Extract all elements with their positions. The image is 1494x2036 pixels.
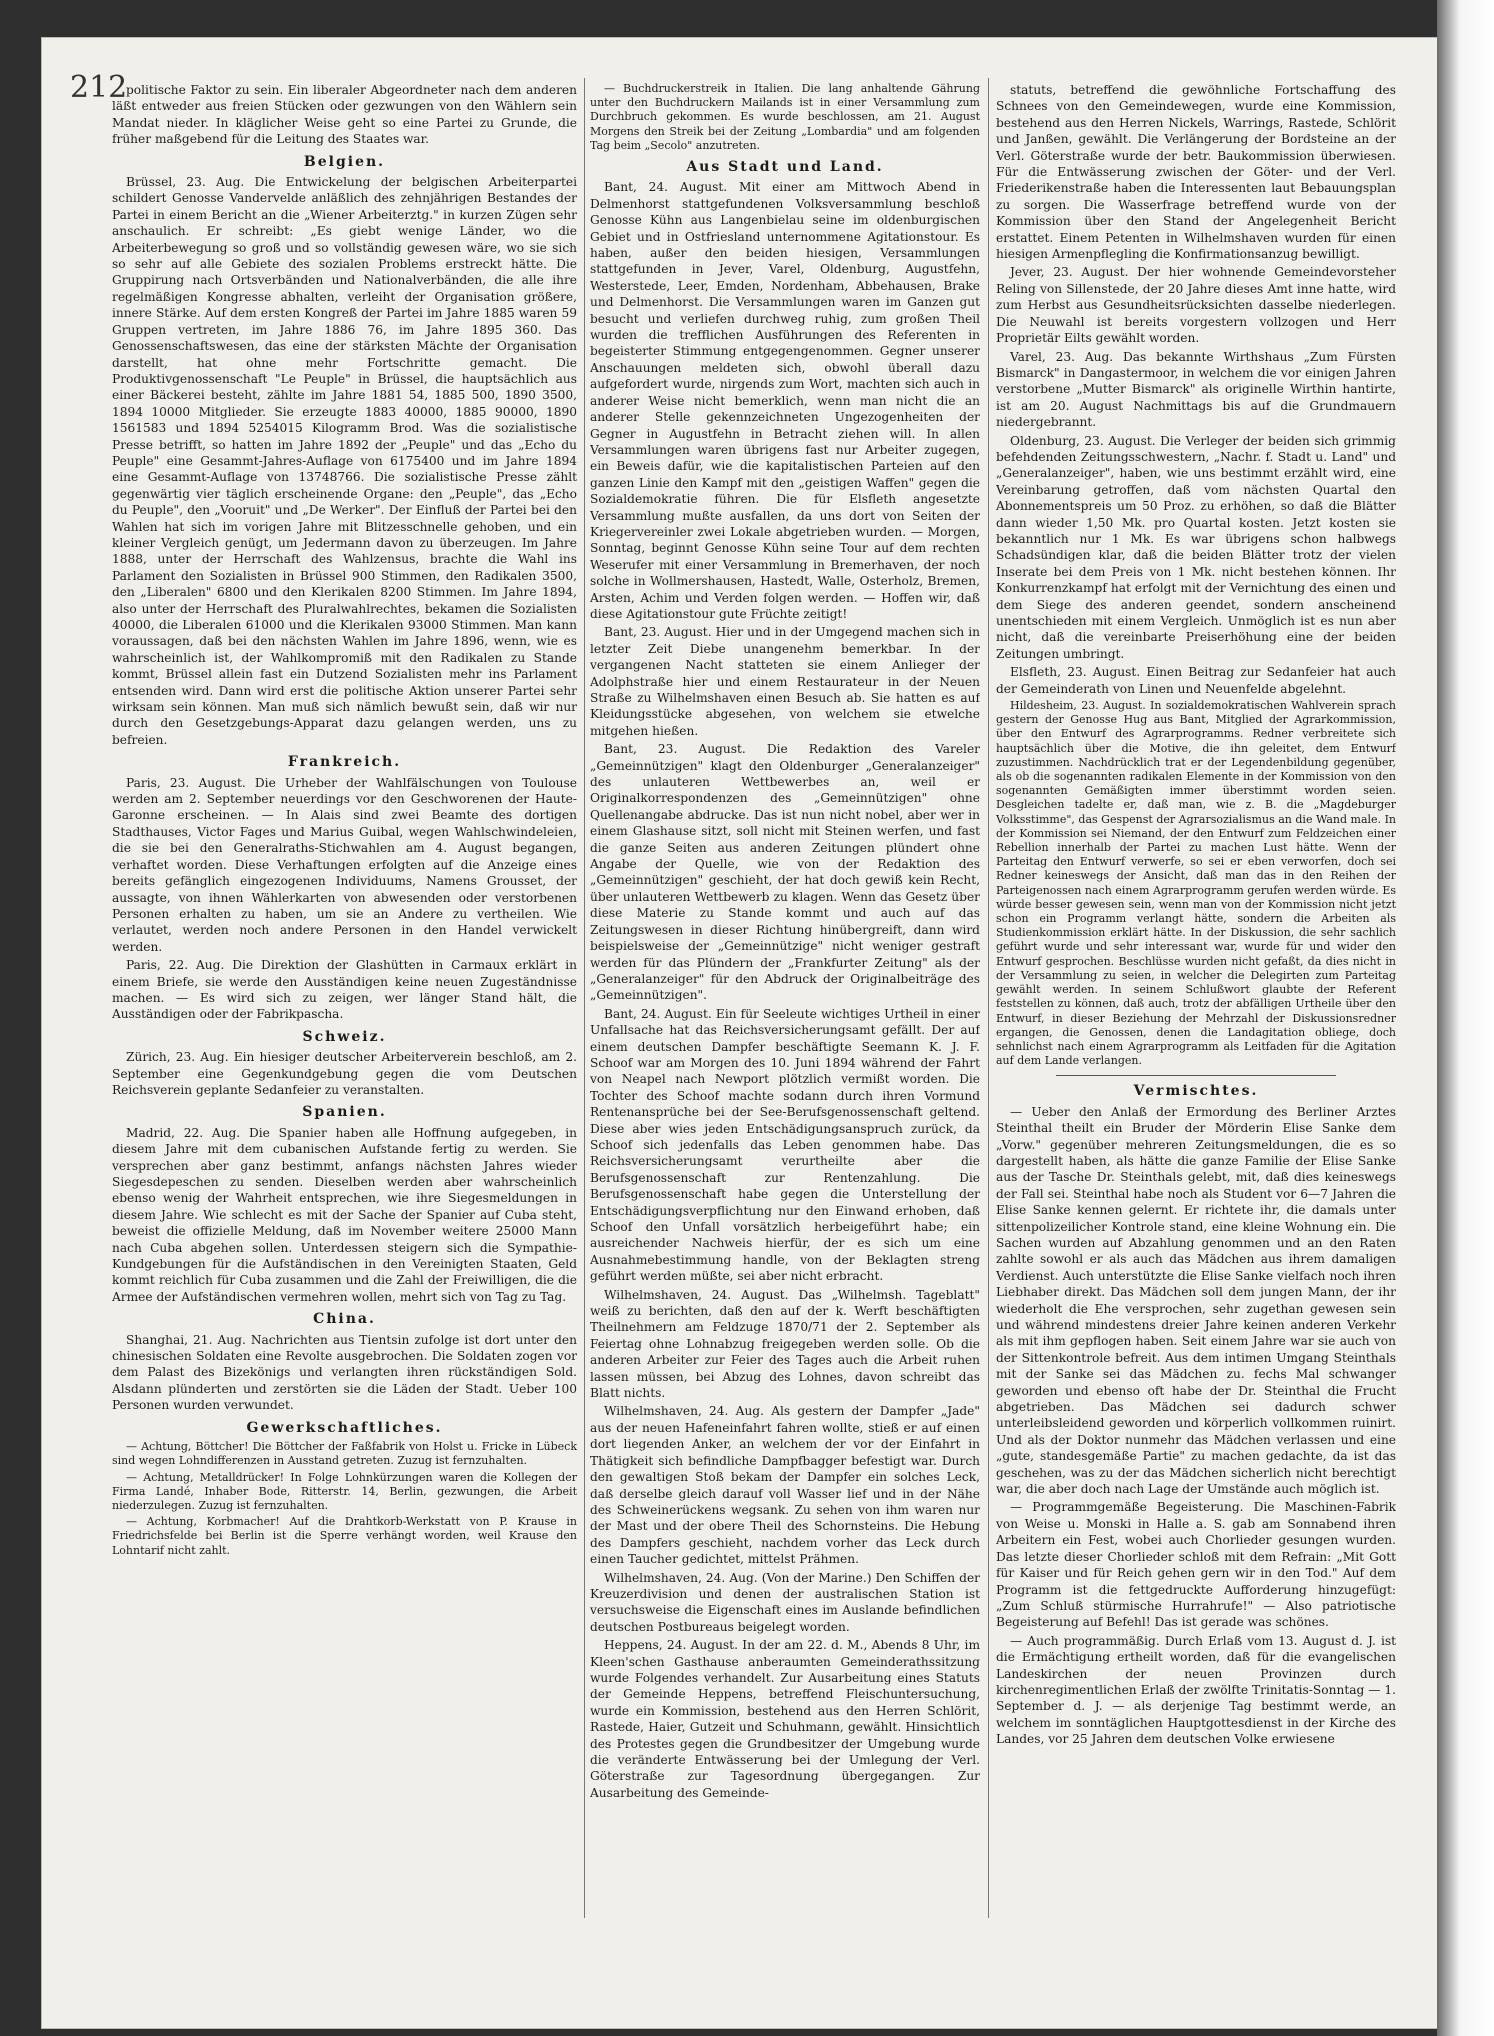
- article-paragraph: Heppens, 24. August. In der am 22. d. M., Abends 8 Uhr, im Kleen'schen Gasthause anberaumten Gemeinderathssitzung wurde Folgendes verhandelt. Zur Ausarbeitung eines Statuts der Gemeinde Heppens, betreffend Fleischuntersuchung, wurde ein Kommission, bestehend aus den Herren Schlörit, Rastede, Haier, Gutzeit und Schuhmann, gewählt. Hinsichtlich des Protestes gegen die Grundbesitzer der Umgebung wurde die veränderte Entwässerung bei der Umlegung der Verl. Göterstraße zur Tagesordnung übergegangen. Zur Ausarbeitung des Gemeinde-: [590, 1638, 980, 1800]
- column-rule: [584, 78, 585, 1918]
- column-2: [590, 82, 980, 1912]
- article-paragraph: Wilhelmshaven, 24. Aug. (Von der Marine.) Den Schiffen der Kreuzerdivision und denen der australischen Station ist versuchsweise die Eigenschaft eines im Auslande befindlichen deutschen Postbureaus beigelegt worden.: [590, 1570, 980, 1634]
- section-heading: Gewerkschaftliches.: [246, 1419, 443, 1436]
- article-paragraph: statuts, betreffend die gewöhnliche Fortschaffung des Schnees von den Gemeindewegen, wurde eine Kommission, bestehend aus den Herren Nickels, Warrings, Rastede, Schlörit und Janßen, gewählt. Die Verlängerung der Bordsteine an der Verl. Göterstraße wurde der betr. Baukommission überwiesen. Für die Entwässerung zwischen der Göter- und der Verl. Friederikenstraße haben die Interessenten laut Bebauungsplan zu sorgen. Die Wasserfrage betreffend wurde von der Kommission über den Stand der Angelegenheit Bericht erstattet. Einem Petenten in Wilhelmshaven wurden für einen hiesigen Armenpflegling die Konfirmationsanzug bewilligt.: [996, 83, 1396, 262]
- section-heading: Belgien.: [303, 153, 386, 170]
- section-heading: Frankreich.: [287, 754, 402, 771]
- page-edge: [1437, 0, 1494, 2036]
- small-print-item: — Achtung, Böttcher! Die Böttcher der Faßfabrik von Holst u. Fricke in Lübeck sind wegen Lohndifferenzen in Ausstand getreten. Zuzug ist fernzuhalten.: [112, 1440, 577, 1468]
- article-paragraph: Paris, 22. Aug. Die Direktion der Glashütten in Carmaux erklärt in einem Briefe, sie werde den Ausständigen keine neuen Zugeständnisse machen. — Es wird sich zu zeigen, wer länger Stand hält, die Ausständigen oder der Fabrikpascha.: [112, 958, 577, 1022]
- section-heading: China.: [313, 1311, 376, 1328]
- article-paragraph: politische Faktor zu sein. Ein liberaler Abgeordneter nach dem anderen läßt entweder aus freien Stücken oder gezwungen von den Wählern sein Mandat nieder. In kläglicher Weise geht so eine Partei zu Grunde, die früher maßgebend für die Leitung des Staates war.: [112, 83, 577, 147]
- article-paragraph: — Auch programmäßig. Durch Erlaß vom 13. August d. J. ist die Ermächtigung ertheilt worden, daß für die evangelischen Landeskirchen der neuen Provinzen durch kirchenregimentlichen Erlaß der zwölfte Trinitatis-Sonntag — 1. September d. J. — als derjenige Tag bestimmt werde, an welchem im sonntäglichen Hauptgottesdienst in der Kirche des Landes, vor 25 Jahren dem deutschen Volke erwiesene: [996, 1633, 1396, 1747]
- article-paragraph: Paris, 23. August. Die Urheber der Wahlfälschungen von Toulouse werden am 2. September neuerdings vor den Geschworenen der Haute-Garonne erscheinen. — In Alais sind zwei Beamte des dortigen Stadthauses, Victor Fages und Marius Guibal, wegen Wahlschwindeleien, die sie bei den Generalraths-Stichwahlen am 4. August begangen, verhaftet worden. Diese Verhaftungen erfolgten auf die Anzeige eines bereits gefänglich eingezogenen Individuums, Namens Grousset, der aussagte, von ihnen Wählerkarten von abwesenden oder verstorbenen Personen erhalten zu haben, um sie an Andere zu vertheilen. Wie verlautet, werden noch andere Personen in den Handel verwickelt werden.: [112, 775, 577, 954]
- page-number: 212: [70, 70, 128, 105]
- article-paragraph: Bant, 24. August. Mit einer am Mittwoch Abend in Delmenhorst stattgefundenen Volksversammlung beschloß Genosse Kühn aus Langenbielau seine im oldenburgischen Gebiet und in Ostfriesland unternommene Agitationstour. Es haben, außer den beiden hiesigen, Versammlungen stattgefunden in Jever, Varel, Oldenburg, Augustfehn, Westerstede, Leer, Emden, Nordenham, Abbehausen, Brake und Delmenhorst. Die Versammlungen waren im Ganzen gut besucht und verliefen durchweg ruhig, zum großen Theil wurden die trefflichen Ausführungen des Referenten in begeisterter Stimmung entgegengenommen. Gegner unserer Anschauungen meldeten sich, obwohl überall dazu aufgefordert wurde, nirgends zum Wort, machten sich auch in anderer Weise nicht bemerklich, wenn man nicht die an anderer Stelle gekennzeichneten Ungezogenheiten der Gegner in Augustfehn in Betracht ziehen will. In allen Versammlungen waren übrigens fast nur Arbeiter zugegen, ein Beweis dafür, wie die kapitalistischen Parteien auf den ganzen Linie den Kampf mit den „geistigen Waffen" gegen die Sozialdemokratie führen. Die für Elsfleth angesetzte Versammlung mußte ausfallen, da uns dort von Seiten der Kriegervereinler zwei Lokale abgetrieben wurden. — Morgen, Sonntag, beginnt Genosse Kühn seine Tour auf dem rechten Weserufer mit einer Versammlung in Bremerhaven, der noch solche in Wollmershausen, Hastedt, Walle, Osterholz, Bremen, Arsten, Achim und Verden folgen werden. — Hoffen wir, daß diese Agitationstour gute Früchte zeitigt!: [590, 180, 980, 621]
- small-print-item: Hildesheim, 23. August. In sozialdemokratischen Wahlverein sprach gestern der Genosse Hug aus Bant, Mitglied der Agrarkommission, über den Entwurf des Agrarprogramms. Redner verbreitete sich hauptsächlich über die Motive, die ihn geleitet, dem Entwurf zuzustimmen. Nachdrücklich trat er der Legendenbildung gegenüber, als ob die sogenannten radikalen Elemente in der Kommission von den sogenannten Gemäßigten immer überstimmt worden seien. Desgleichen tadelte er, daß man, wie z. B. die „Magdeburger Volksstimme", das Gespenst der Agrarsozialismus an die Wand male. In der Kommission sei Niemand, der den Entwurf zum Feldzeichen einer Rebellion innerhalb der Partei zu machen Lust hätte. Wenn der Parteitag den Entwurf verwerfe, so sei er eben verworfen, doch sei Redner keineswegs der Ansicht, daß man das in den Reihen der Parteigenossen nach einem Agrarprogramm gerufen werden würde. Es würde besser gewesen sein, wenn man von der Kommission nicht jetzt schon ein Programm verlangt hätte, sondern die Arbeiten als Studienkommission erklärt hätte. In der Diskussion, die sehr sachlich geführt wurde und sehr interessant war, wurde für und wider den Entwurf gesprochen. Beschlüsse wurden nicht gefaßt, da dies nicht in der Versammlung zu seien, in welcher die Delegirten zum Parteitag gewählt werden. In seinem Schlußwort glaubte der Referent feststellen zu können, daß auch, trotz der abfälligen Urtheile über den Entwurf, in dieser Beziehung der Mehrzahl der Diskussionsredner ergangen, die Genossen, denen die Landagitation obliege, doch sehnlichst nach einem Agrarprogramm als Leitfaden für die Agitation auf dem Lande verlangen.: [996, 699, 1396, 1068]
- article-paragraph: Shanghai, 21. Aug. Nachrichten aus Tientsin zufolge ist dort unter den chinesischen Soldaten eine Revolte ausgebrochen. Die Soldaten zogen vor dem Palast des Bizekönigs und verlangten ihren rückständigen Sold. Alsdann plünderten und zerstörten sie die Läden der Stadt. Ueber 100 Personen wurden verwundet.: [112, 1332, 577, 1413]
- small-print-item: — Achtung, Metalldrücker! In Folge Lohnkürzungen waren die Kollegen der Firma Landé, Inhaber Bode, Ritterstr. 14, Berlin, gezwungen, die Arbeit niederzulegen. Zuzug ist fernzuhalten.: [112, 1470, 577, 1512]
- article-paragraph: Wilhelmshaven, 24. August. Das „Wilhelmsh. Tageblatt" weiß zu berichten, daß den auf der k. Werft beschäftigten Theilnehmern am Feldzuge 1870/71 der 2. September als Feiertag ohne Lohnabzug freigegeben werden solle. Ob die anderen Arbeiter zur Feier des Tages auch die Arbeit ruhen lassen müssen, bei Abzug des Lohnes, davon schreibt das Blatt nichts.: [590, 1287, 980, 1401]
- small-print-item: — Buchdruckerstreik in Italien. Die lang anhaltende Gährung unter den Buchdruckern Mailands ist in einer Versammlung zum Durchbruch gekommen. Es wurde beschlossen, am 21. August Morgens den Streik bei der Zeitung „Lombardia" und am folgenden Tag beim „Secolo" anzutreten.: [590, 82, 980, 152]
- small-print-item: — Achtung, Korbmacher! Auf die Drahtkorb-Werkstatt von P. Krause in Friedrichsfelde bei Berlin ist die Sperre verhängt worden, weil Krause den Lohntarif nicht zahlt.: [112, 1515, 577, 1557]
- article-paragraph: Bant, 23. August. Die Redaktion des Vareler „Gemeinnützigen" klagt den Oldenburger „Generalanzeiger" des unlauteren Wettbewerbes an, weil er Originalkorrespondenzen des „Gemeinnützigen" ohne Quellenangabe abdrucke. Das ist nun nicht nobel, aber wer in einem Glashause sitzt, soll nicht mit Steinen werfen, und fast die ganze Seiten aus anderen Zeitungen plündert ohne Angabe der Quelle, wie von der Redaktion des „Gemeinnützigen" geschieht, der hat doch gewiß kein Recht, über unlauteren Wettbewerb zu klagen. Wenn das Gesetz über diese Materie zu Stande kommt und auch auf das Zeitungswesen in dieser Richtung hinübergreift, dann wird beispielsweise der „Gemeinnützige" nicht weniger gestraft werden für das Plündern der „Frankfurter Zeitung" als der „Generalanzeiger" für den Abdruck der Originalbeiträge des „Gemeinnützigen".: [590, 742, 980, 1003]
- column-3: [996, 82, 1396, 1912]
- article-paragraph: Varel, 23. Aug. Das bekannte Wirthshaus „Zum Fürsten Bismarck" in Dangastermoor, in welchem die vor einigen Jahren verstorbene „Mutter Bismarck" als originelle Wirthin hantirte, ist am 20. August Nachmittags bis auf die Grundmauern niedergebrannt.: [996, 349, 1396, 430]
- article-paragraph: Bant, 23. August. Hier und in der Umgegend machen sich in letzter Zeit Diebe unangenehm bemerkbar. In der vergangenen Nacht statteten sie einem Anlieger der Adolphstraße hier und einem Restaurateur in der Neuen Straße zu Wilhelmshaven einen Besuch ab. Sie hatten es auf Kleidungsstücke abgesehen, von welchem sie etwelche mitgehen hießen.: [590, 625, 980, 738]
- article-paragraph: Madrid, 22. Aug. Die Spanier haben alle Hoffnung aufgegeben, in diesem Jahre mit dem cubanischen Aufstande fertig zu werden. Sie versprechen aber ganz bestimmt, anfangs nächsten Jahres wieder Siegesdepeschen zu senden. Dieselben werden aber wahrscheinlich ebenso wenig der Wahrheit entsprechen, wie ihre Siegesmeldungen in diesem Jahre. Wie schlecht es mit der Sache der Spanier auf Cuba steht, beweist die offizielle Meldung, daß im November weitere 25000 Mann nach Cuba abgehen sollen. Unterdessen steigern sich die Sympathie-Kundgebungen für die Aufständischen in den Vereinigten Staaten, Geld kommt reichlich für Cuba zusammen und die Zahl der Freiwilligen, die die Armee der Aufständischen vermehren wollen, mehrt sich von Tag zu Tag.: [112, 1125, 577, 1304]
- article-paragraph: — Programmgemäße Begeisterung. Die Maschinen-Fabrik von Weise u. Monski in Halle a. S. gab am Sonnabend ihren Arbeitern ein Fest, wobei auch Chorlieder gesungen wurden. Das letzte dieser Chorlieder schloß mit dem Refrain: „Mit Gott für Kaiser und für Reich gehen gern wir in den Tod." Auf dem Programm ist die fettgedruckte Aufforderung hinzugefügt: „Zum Schluß stürmische Hurrahrufe!" — Also patriotische Begeisterung auf Befehl! Das ist gerade was schönes.: [996, 1500, 1396, 1630]
- column-rule: [988, 78, 989, 1918]
- section-heading: Schweiz.: [302, 1028, 387, 1045]
- article-paragraph: Brüssel, 23. Aug. Die Entwickelung der belgischen Arbeiterpartei schildert Genosse Vandervelde anläßlich des zehnjährigen Bestandes der Partei in einem Bericht an die „Wiener Arbeiterztg." in kurzen Zügen sehr anschaulich. Er schreibt: „Es giebt wenige Länder, wo die Arbeiterbewegung so groß und so vollständig gewesen wäre, wo sie sich so sehr auf alle Gebiete des sozialen Problems erstreckt hätte. Die Gruppirung nach Ortsverbänden und Nationalverbänden, die alle ihre regelmäßigen Kongresse abhalten, verleiht der Organisation größere, innere Stärke. Auf dem ersten Kongreß der Partei im Jahre 1885 waren 59 Gruppen vertreten, im Jahre 1886 76, im Jahre 1895 360. Das Genossenschaftswesen, das eine der stärksten Mächte der Organisation darstellt, hat ohne mehr Fortschritte gemacht. Die Produktivgenossenschaft "Le Peuple" in Brüssel, die hauptsächlich aus einer Bäckerei besteht, zählte im Jahre 1881 54, 1885 500, 1890 3500, 1894 10000 Mitglieder. Sie erzeugte 1883 40000, 1885 90000, 1890 1561583 und 1894 5254015 Kilogramm Brod. Was die sozialistische Presse betrifft, so hatten im Jahre 1892 der „Peuple" und das „Echo du Peuple" eine Gesammt-Jahres-Auflage von 6175400 und im Jahre 1894 eine Gesammt-Auflage von 13748766. Die sozialistische Presse zählt gegenwärtig vier täglich erscheinende Organe: den „Peuple", das „Echo du Peuple", den „Vooruit" und „De Werker". Der Einfluß der Partei bei den Wahlen hat sich im vorigen Jahre mit Blitzesschnelle gehoben, und ein kleiner Vergleich genügt, um Jedermann davon zu überzeugen. Im Jahre 1888, unter der Herrschaft des Wahlzensus, brachte die Wahl ins Parlament den Sozialisten in Brüssel 900 Stimmen, den Radikalen 3500, den „Liberalen" 6800 und den Klerikalen 8200 Stimmen. Im Jahre 1894, also unter der Herrschaft des Pluralwahlrechtes, bekamen die Sozialisten 40000, die Liberalen 61000 und die Klerikalen 93000 Stimmen. Man kann voraussagen, daß bei den nächsten Wahlen im Jahre 1896, wenn, wie es wahrscheinlich ist, der Wahlkompromiß mit den Radikalen zu Stande kommt, Brüssel allein fast ein Dutzend Sozialisten mehr ins Parlament entsenden wird. Dann wird erst die politische Aktion unserer Partei sehr wirksam sein können. Man muß sich nämlich bewußt sein, daß wir nur durch den Gesetzgebungs-Apparat dazu gelangen werden, uns zu befreien.: [112, 175, 577, 747]
- article-paragraph: Zürich, 23. Aug. Ein hiesiger deutscher Arbeiterverein beschloß, am 2. September eine Gegenkundgebung gegen die vom Deutschen Reichsverein geplante Sedanfeier zu veranstalten.: [112, 1050, 577, 1097]
- article-paragraph: Jever, 23. August. Der hier wohnende Gemeindevorsteher Reling von Sillenstede, der 20 Jahre dieses Amt inne hatte, wird zum Herbst aus Gesundheitsrücksichten dasselbe niederlegen. Die Neuwahl ist bereits vorgestern vollzogen und Herr Proprietär Eilts gewählt worden.: [996, 265, 1396, 346]
- column-1: [112, 82, 577, 1912]
- section-heading: Spanien.: [302, 1104, 387, 1121]
- section-heading: Vermischtes.: [1133, 1083, 1259, 1100]
- article-paragraph: Elsfleth, 23. August. Einen Beitrag zur Sedanfeier hat auch der Gemeinderath von Linen und Neuenfelde abgelehnt.: [996, 665, 1396, 696]
- section-divider: [1056, 1075, 1336, 1076]
- section-heading: Aus Stadt und Land.: [686, 159, 884, 176]
- article-paragraph: Bant, 24. August. Ein für Seeleute wichtiges Urtheil in einer Unfallsache hat das Reichsversicherungsamt gefällt. Der auf einem deutschen Dampfer beschäftigte Seemann K. J. F. Schoof war am Morgen des 10. Juni 1894 während der Fahrt von Neapel nach Newport plötzlich vermißt worden. Die Tochter des Schoof machte sodann durch ihren Vormund Rentenansprüche bei der See-Berufsgenossenschaft geltend. Diese aber wies jeden Entschädigungsanspruch zurück, da Schoof sich jedenfalls das Leben genommen habe. Das Reichsversicherungsamt verurtheilte aber die Berufsgenossenschaft zur Rentenzahlung. Die Berufsgenossenschaft habe gegen die Unterstellung der Entschädigungsverpflichtung nur den Einwand erhoben, daß Schoof den Unfall vorsätzlich herbeigeführt habe; ein ausreichender Nachweis hierfür, der es sich um eine Ausnahmebestimmung handle, von der Beklagten streng geführt werden müßte, sei aber nicht erbracht.: [590, 1006, 980, 1284]
- article-paragraph: Oldenburg, 23. August. Die Verleger der beiden sich grimmig befehdenden Zeitungsschwestern, „Nachr. f. Stadt u. Land" und „Generalanzeiger", haben, wie uns bestimmt erzählt wird, eine Vereinbarung getroffen, daß vom nächsten Quartal den Abonnementspreis um 50 Proz. zu erhöhen, so daß die Blätter dann wieder 1,50 Mk. pro Quartal kosten. Jetzt kosten sie bekanntlich nur 1 Mk. Es war übrigens schon halbwegs Schadsündigen klar, daß die beiden Blätter trotz der vielen Inserate bei dem Preis von 1 Mk. nicht bestehen können. Ihr Konkurrenzkampf hat erfolgt mit der Vernichtung des einen und dem Siege des anderen geendet, sondern anscheinend unentschieden mit einem Vergleich. Unmöglich ist es nun aber nicht, daß die vereinbarte Preiserhöhung eine der beiden Zeitungen umbringt.: [996, 433, 1396, 661]
- article-paragraph: — Ueber den Anlaß der Ermordung des Berliner Arztes Steinthal theilt ein Bruder der Mörderin Elise Sanke dem „Vorw." gegenüber mehreren Zeitungsmeldungen, die es so dargestellt haben, als hätte die ganze Familie der Elise Sanke aus der Tasche Dr. Steinthals gelebt, mit, daß dies keineswegs der Fall sei. Steinthal habe noch als Student vor 6—7 Jahren die Elise Sanke kennen gelernt. Er richtete ihr, die damals unter sittenpolizeilicher Kontrole stand, eine kleine Wohnung ein. Die Sachen wurden auf Abzahlung genommen und an den Raten zahlte sowohl er als auch das Mädchen aus ihrem damaligen Verdienst. Auch unterstützte die Elise Sanke vielfach noch ihren Liebhaber direkt. Das Mädchen soll dem jungen Mann, der ihr wiederholt die Ehe versprochen, sehr zugethan gewesen sein und während mindestens dreier Jahre keinen anderen Verkehr als mit ihm gepflogen haben. Seit einem Jahre war sie auch von der Sittenkontrole befreit. Aus dem intimen Umgang Steinthals mit der Sanke sei das Mädchen zu. fechs Mal schwanger geworden und ebenso oft habe der Dr. Steinthal die Frucht abgetrieben. Das Mädchen sei dadurch schwer unterleibsleidend geworden und körperlich vollkommen ruinirt. Und als der Doktor nunmehr das Mädchen verlassen und eine „gute, standesgemäße Partie" zu machen gedachte, da ist das geschehen, was zu der das Mädchen sicherlich nicht berechtigt war, die aber doch nach Lage der Umstände auch möglich ist.: [996, 1104, 1396, 1497]
- article-paragraph: Wilhelmshaven, 24. Aug. Als gestern der Dampfer „Jade" aus der neuen Hafeneinfahrt fahren wollte, stieß er auf einen dort liegenden Anker, an welchem der vor der Einfahrt in Thätigkeit sich befindliche Dampfbagger befestigt war. Durch den gewaltigen Stoß bekam der Dampfer ein solches Leck, daß derselbe gleich darauf voll Wasser lief und in der Nähe des Schweinerückens wegsank. Zu sehen von ihm waren nur der Mast und der obere Theil des Schornsteins. Die Hebung des Dampfers geschieht, nachdem vorher das Leck durch einen Taucher gedichtet, mittelst Prähmen.: [590, 1404, 980, 1567]
